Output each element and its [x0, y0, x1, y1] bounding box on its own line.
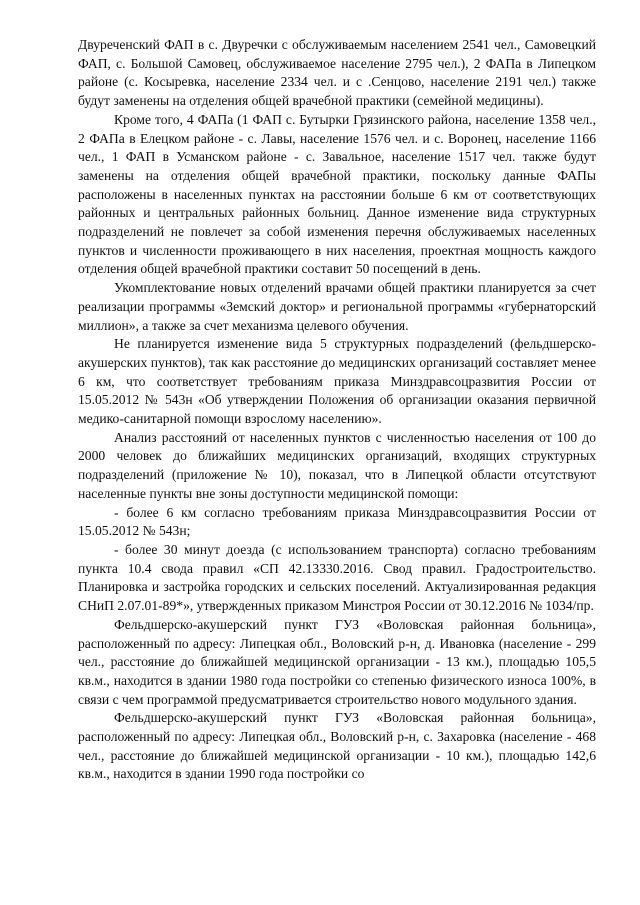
paragraph-ivanovka: Фельдшерско-акушерский пункт ГУЗ «Воловская районная больница», расположенный по адресу: Липецкая обл., Воловский р-н, д. Ивановка (население - 299 чел., расстояние до ближайшей медицинской организации - 13 км.), площадью 105,5 кв.м., находится в здании 1980 года постройки со степенью физического износа 100%, в связи с чем программой предусматривается строительство нового модульного здания. — [78, 616, 596, 707]
document-page — [78, 36, 596, 784]
paragraph-2: Кроме того, 4 ФАПа (1 ФАП с. Бутырки Грязинского района, население 1358 чел., 2 ФАПа в Елецком районе - с. Лавы, население 1576 чел. и с. Воронец, население 1166 чел., 1 ФАП в Усманском районе - с. Завальное, население 1517 чел. также будут заменены на отделения общей врачебной практики, поскольку данные ФАПы расположены в населенных пунктах на расстоянии больше 6 км от соответствующих районных и центральных районных больниц. Данное изменение вида структурных подразделений не повлечет за собой изменения перечня обслуживаемых населенных пунктов и численности проживающего в них населения, проектная мощность каждого отделения общей врачебной практики составит 50 посещений в день. — [78, 111, 596, 277]
paragraph-4: Не планируется изменение вида 5 структурных подразделений (фельдшерско-акушерских пунктов), так как расстояние до медицинских организаций составляет менее 6 км, что соответствует требованиям приказа Минздравсоцразвития России от 15.05.2012 № 543н «Об утверждении Положения об организации оказания первичной медико-санитарной помощи взрослому населению». — [78, 336, 596, 427]
paragraph-1: Двуреченский ФАП в с. Двуречки с обслуживаемым населением 2541 чел., Самовецкий ФАП, с. Большой Самовец, обслуживаемое население 2795 чел.), 2 ФАПа в Липецком районе (с. Косыревка, население 2334 чел. и с .Сенцово, население 2191 чел.) также будут заменены на отделения общей врачебной практики (семейной медицины). — [78, 37, 596, 109]
list-item-distance: - более 6 км согласно требованиям приказа Минздравсоцразвития России от 15.05.2012 № 543н; — [78, 504, 596, 539]
paragraph-5: Анализ расстояний от населенных пунктов с численностью населения от 100 до 2000 человек до ближайших медицинских организаций, входящих структурных подразделений (приложение № 10), показал, что в Липецкой области отсутствуют населенные пункты вне зоны доступности медицинской помощи: — [78, 429, 596, 501]
paragraph-zakharovka: Фельдшерско-акушерский пункт ГУЗ «Воловская районная больница», расположенный по адресу: Липецкая обл., Воловский р-н, с. Захаровка (население - 468 чел., расстояние до ближайшей медицинской организации - 10 км.), площадью 142,6 кв.м., находится в здании 1990 года постройки со — [78, 710, 596, 782]
list-item-travel-time: - более 30 минут доезда (с использованием транспорта) согласно требованиям пункта 10.4 свода правил «СП 42.13330.2016. Свод правил. Градостроительство. Планировка и застройка городских и сельских поселений. Актуализированная редакция СНиП 2.07.01-89*», утвержденных приказом Минстроя России от 30.12.2016 № 1034/пр. — [78, 541, 596, 614]
paragraph-3: Укомплектование новых отделений врачами общей практики планируется за счет реализации программы «Земский доктор» и региональной программы «губернаторский миллион», а также за счет механизма целевого обучения. — [78, 280, 596, 333]
